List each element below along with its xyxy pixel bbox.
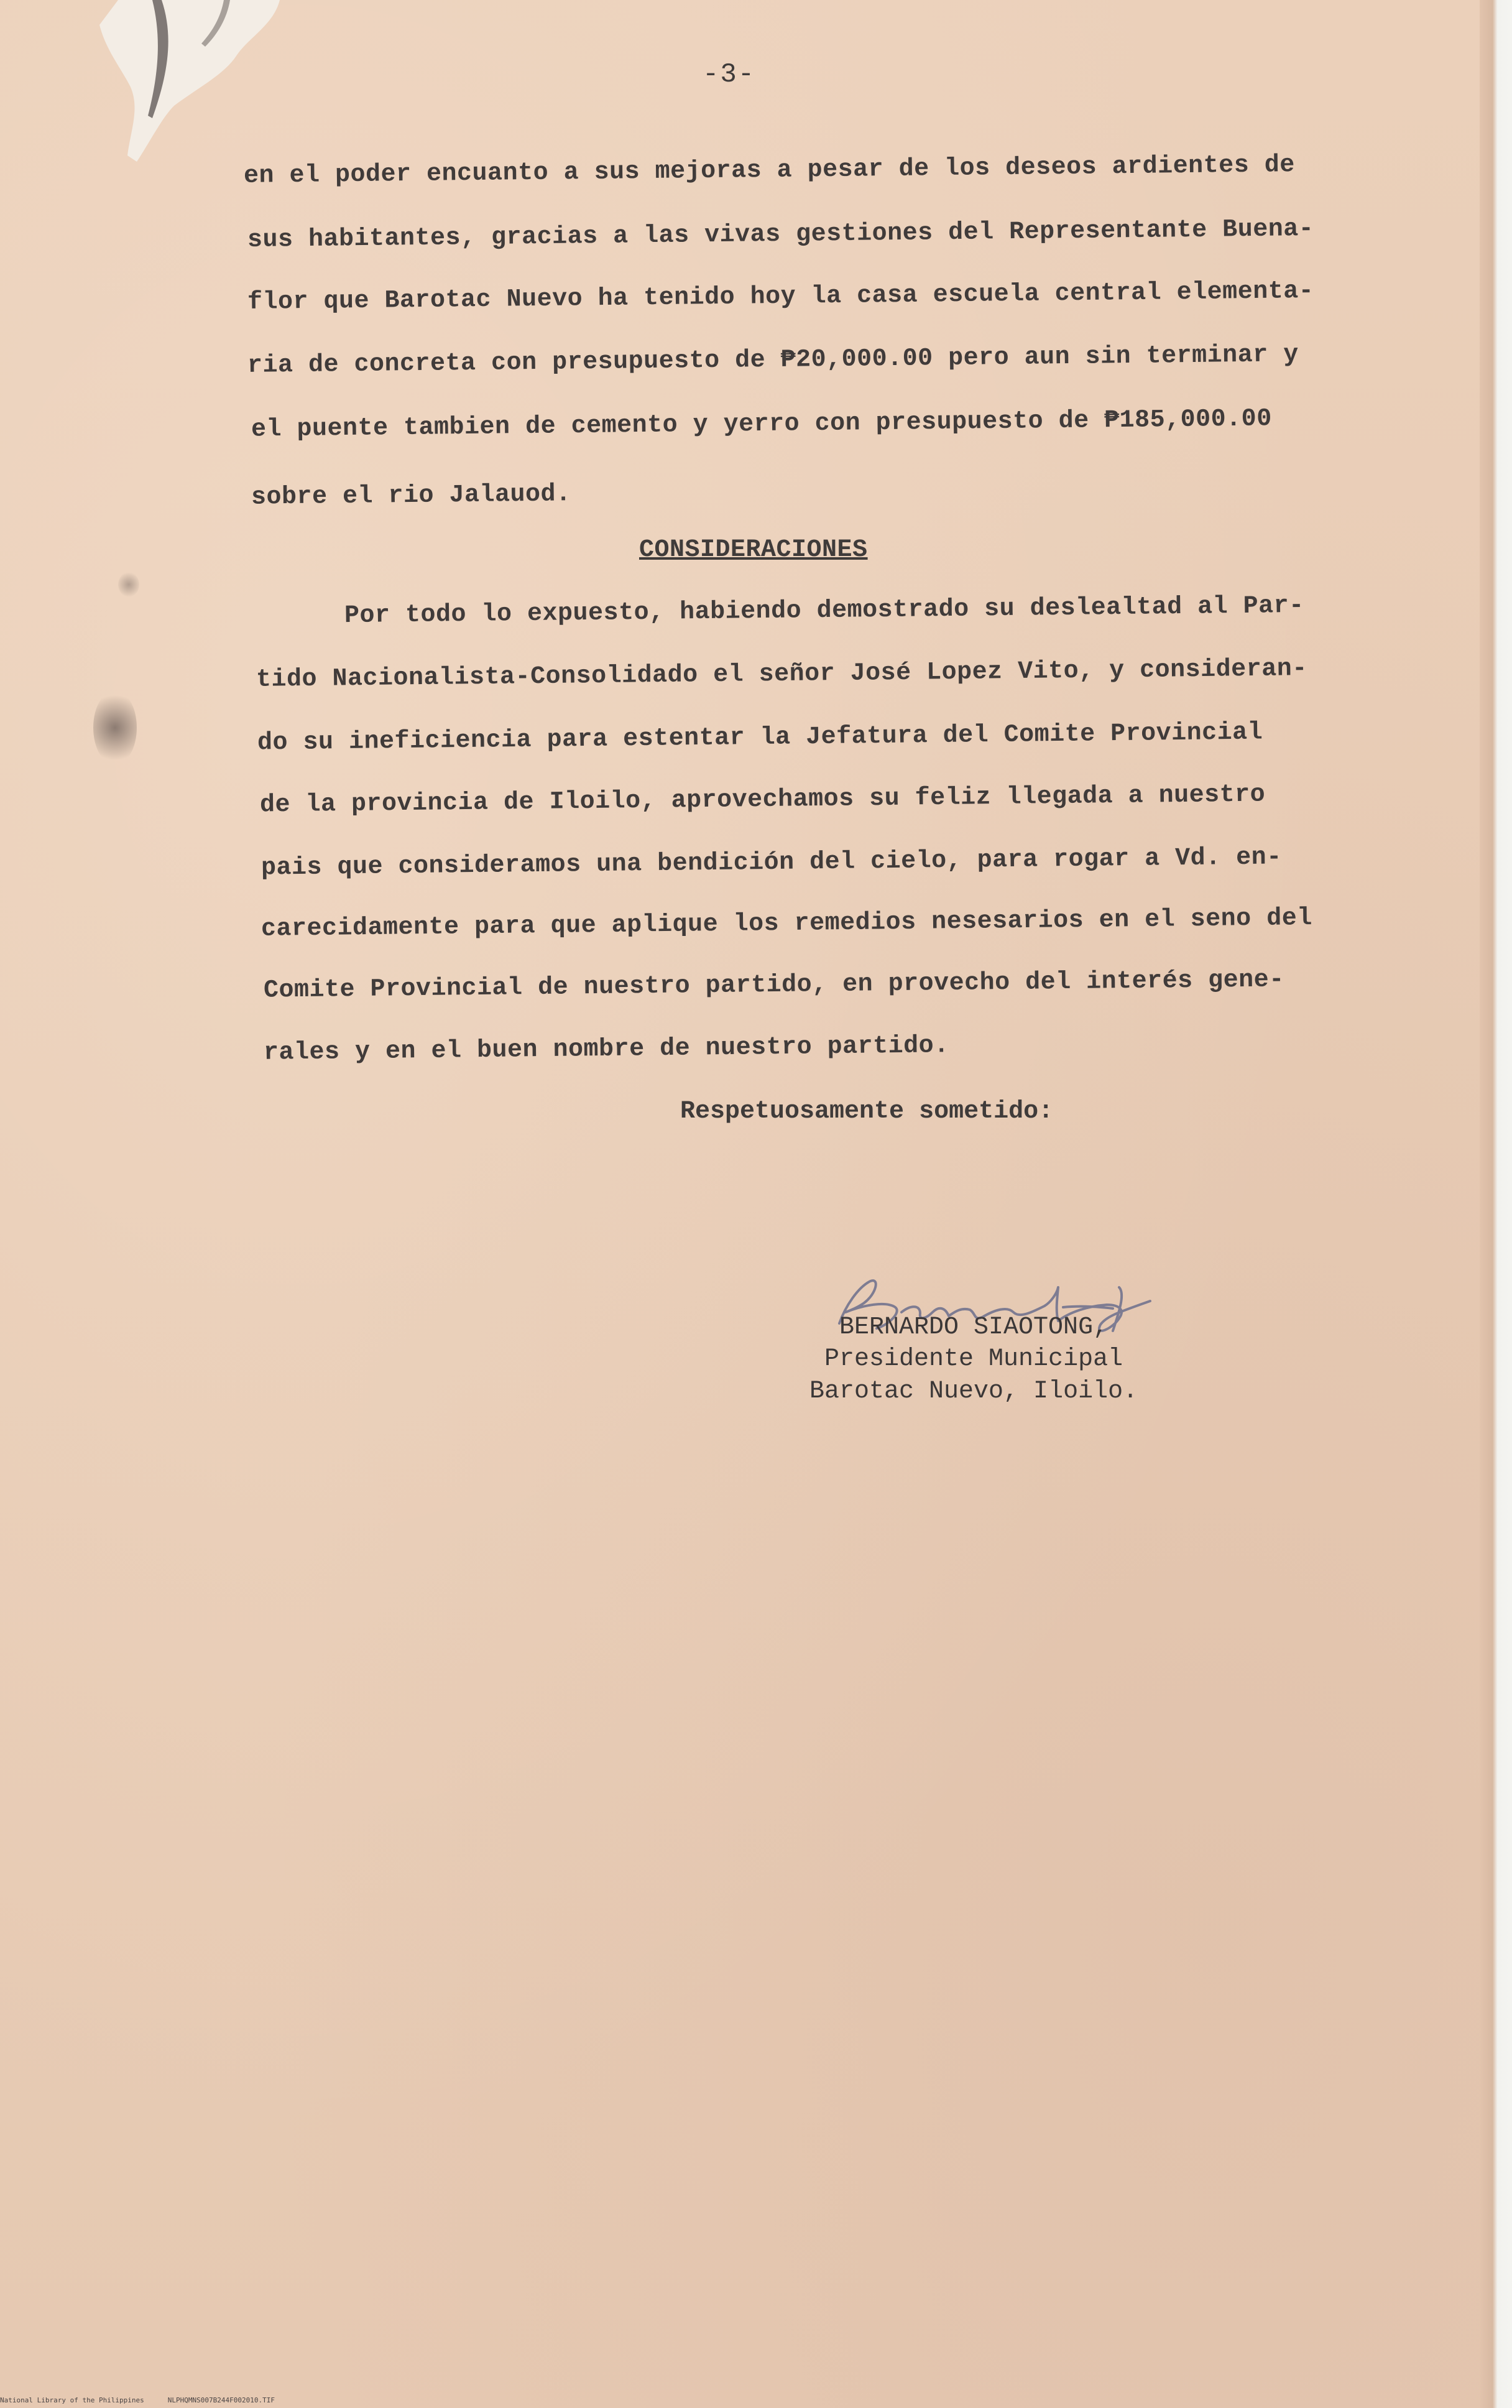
signatory-title: Presidente Municipal <box>824 1345 1123 1373</box>
section-line: Comite Provincial de nuestro partido, en provecho del interés gene- <box>263 966 1284 1005</box>
section-heading: CONSIDERACIONES <box>639 536 868 564</box>
section-line: tido Nacionalista-Consolidado el señor José Lopez Vito, y consideran- <box>256 655 1307 694</box>
page-edge <box>1480 0 1512 2408</box>
smudge-mark <box>93 690 137 765</box>
section-line: do su ineficiencia para estentar la Jefatura del Comite Provincial <box>257 718 1263 757</box>
page-number: -3- <box>703 59 756 90</box>
section-line: de la provincia de Iloilo, aprovechamos su feliz llegada a nuestro <box>259 780 1266 820</box>
smudge-mark <box>118 572 139 597</box>
footer-file-id: NLPHQMNS007B244F002010.TIF <box>167 2396 275 2404</box>
section-line: pais que consideramos una bendición del cielo, para rogar a Vd. en- <box>260 843 1282 882</box>
section-line: carecidamente para que aplique los remedios nesesarios en el seno del <box>260 904 1312 943</box>
body-line: ria de concreta con presupuesto de ₱20,000.00 pero aun sin terminar y <box>247 341 1299 380</box>
body-line: en el poder encuanto a sus mejoras a pesar de los deseos ardientes de <box>243 151 1295 190</box>
footer-library: National Library of the Philippines <box>0 2396 144 2404</box>
signatory-name: BERNARDO SIAOTONG, <box>839 1313 1109 1341</box>
signatory-place: Barotac Nuevo, Iloilo. <box>809 1378 1138 1405</box>
scan-footer <box>0 2396 298 2404</box>
body-line: el puente tambien de cemento y yerro con presupuesto de ₱185,000.00 <box>251 405 1272 444</box>
body-line: sobre el rio Jalauod. <box>251 480 571 512</box>
body-line: sus habitantes, gracias a las vivas gestiones del Representante Buena- <box>247 215 1314 254</box>
section-line: Por todo lo expuesto, habiendo demostrado su deslealtad al Par- <box>344 591 1304 631</box>
section-line: rales y en el buen nombre de nuestro partido. <box>263 1032 949 1067</box>
closing-phrase: Respetuosamente sometido: <box>680 1098 1054 1126</box>
torn-corner-damage <box>93 0 298 168</box>
body-line: flor que Barotac Nuevo ha tenido hoy la casa escuela central elementa- <box>247 277 1314 317</box>
